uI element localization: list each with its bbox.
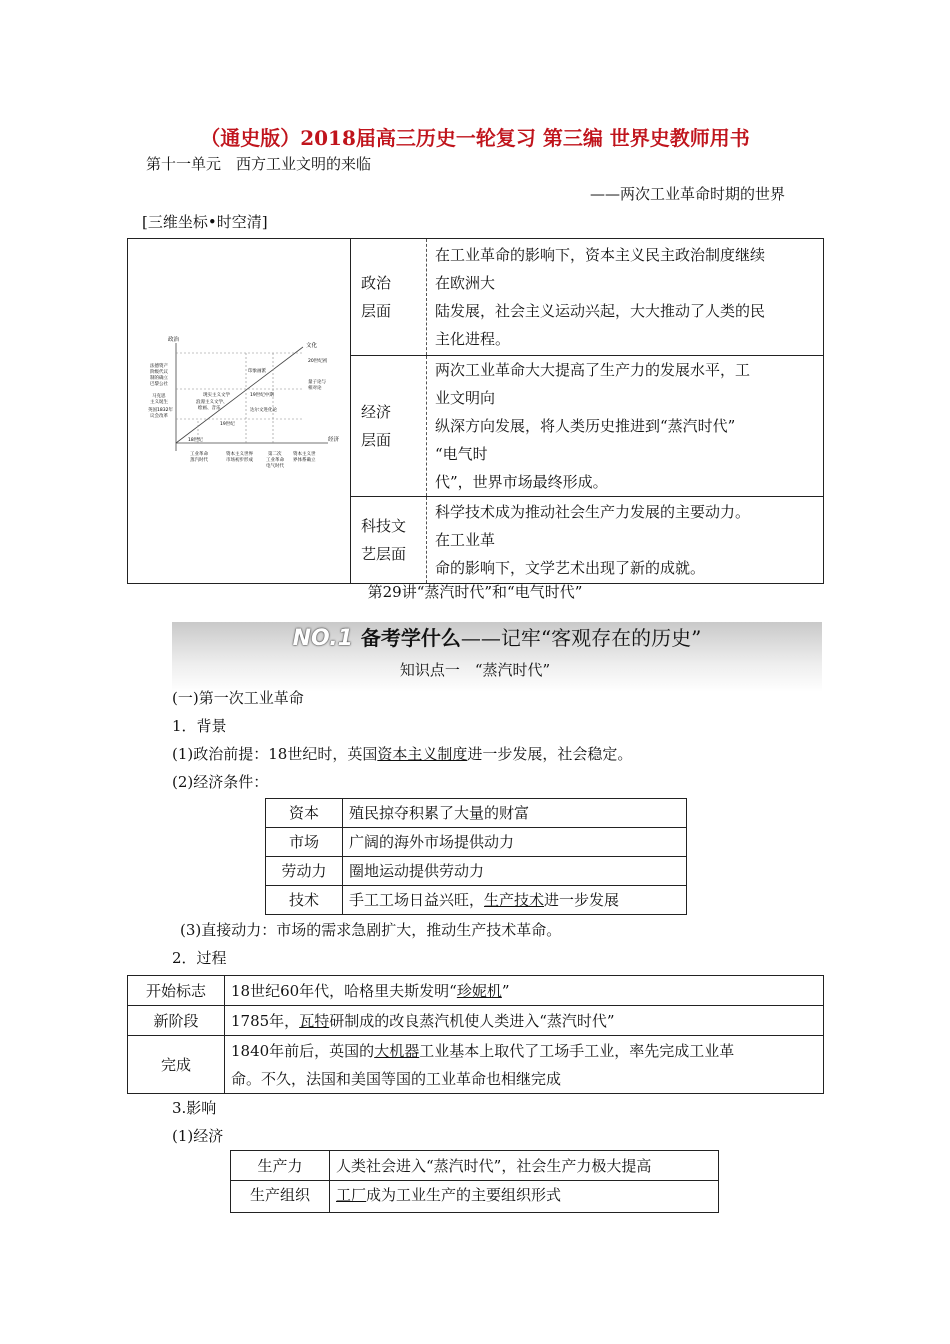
- underlined-term: 工厂: [336, 1186, 367, 1204]
- diagram-bottom-label: 界体系确立: [293, 458, 316, 463]
- diagram-y-axis: 政治: [168, 337, 180, 343]
- text-span: (1)政治前提：18世纪时，英国: [172, 745, 378, 763]
- text-line: 纵深方向发展，将人类历史推进到“蒸汽时代”: [435, 417, 736, 436]
- diagram-left-label: 马克思: [152, 394, 166, 399]
- condition-key: 资本: [266, 799, 343, 828]
- lecture-title: 第29讲“蒸汽时代”和“电气时代”: [367, 583, 583, 601]
- subsection-heading: 3.影响: [172, 1099, 217, 1117]
- diagram-inner-label: 19世纪: [220, 422, 235, 427]
- diagram-inner-label: 现实主义文学: [203, 393, 230, 398]
- diagram-bottom-labels: [190, 450, 316, 469]
- text-line: 两次工业革命大大提高了生产力的发展水平，工: [435, 361, 751, 380]
- banner-main: 备考学什么: [360, 626, 461, 650]
- process-key: 新阶段: [128, 1006, 225, 1036]
- overview-text-culture: [427, 497, 824, 584]
- impact-value: [330, 1181, 719, 1213]
- text-line: 命的影响下，文学艺术出现了新的成就。: [435, 559, 706, 578]
- banner-number: NO.1: [292, 626, 353, 651]
- underlined-term: 珍妮机: [456, 982, 502, 1000]
- diagram-left-label: 议会改革: [150, 414, 168, 419]
- overview-text-economy: [427, 355, 824, 497]
- condition-key: 劳动力: [266, 857, 343, 886]
- diagram-inner-labels: [188, 357, 328, 443]
- text-line: 在工业革: [435, 531, 496, 550]
- diagram-bottom-label: 工业革命: [266, 458, 284, 463]
- diagram-inner-label: 浪漫主义文学、: [196, 400, 228, 405]
- condition-value: 圈地运动提供劳动力: [343, 857, 687, 886]
- text-span: 工业基本上取代了工场手工业，率先完成工业革: [419, 1041, 735, 1060]
- document-title: （通史版）2018届高三历史一轮复习 第三编 世界史教师用书: [200, 126, 750, 150]
- banner-title: [172, 622, 822, 651]
- knowledge-point-title: 知识点一 “蒸汽时代”: [399, 661, 551, 679]
- label-line: 经济: [361, 403, 392, 422]
- diagram-inner-label: 印象画派: [248, 369, 266, 374]
- diagram-left-label: 巴黎公社: [150, 382, 168, 387]
- diagram-bottom-label: 资本主义世界: [226, 452, 253, 457]
- text-line: [231, 1037, 817, 1065]
- diagram-inner-label: 相对论: [308, 386, 322, 391]
- unit-title: 第十一单元 西方工业文明的来临: [146, 155, 372, 173]
- section-heading: (一)第一次工业革命: [172, 689, 304, 707]
- text-line: 主化进程。: [435, 329, 511, 348]
- process-value: [225, 1006, 824, 1036]
- condition-value: 广阔的海外市场提供动力: [343, 828, 687, 857]
- overview-label-culture: [351, 497, 427, 584]
- diagram-inner-label: 20世纪初: [308, 359, 328, 364]
- text-span: 进一步发展，社会稳定。: [467, 745, 633, 763]
- diagram-inner-label: 达尔文进化论: [250, 408, 277, 413]
- process-key: 完成: [128, 1036, 225, 1094]
- text-span: 18世纪60年代，哈格里夫斯发明“: [231, 982, 457, 1000]
- text-span: 人类社会进入“蒸汽时代”，社会生产力极大提高: [336, 1156, 652, 1175]
- diagram-bottom-label: 蒸汽时代: [190, 458, 208, 463]
- unit-subtitle: ——两次工业革命时期的世界: [590, 185, 786, 203]
- label-line: 艺层面: [361, 545, 407, 564]
- underlined-term: 生产技术: [484, 891, 545, 909]
- section-label: [三维坐标•时空清]: [142, 213, 268, 231]
- text-line: 在工业革命的影响下，资本主义民主政治制度继续: [435, 245, 766, 264]
- diagram-inner-label: 绘画、音乐: [198, 406, 221, 411]
- paragraph-economy: (2)经济条件：: [172, 773, 269, 791]
- diagram-bottom-label: 工业革命: [190, 452, 208, 457]
- text-span: 成为工业生产的主要组织形式: [366, 1186, 562, 1204]
- underlined-term: 资本主义制度: [377, 745, 468, 763]
- paragraph-politics: [172, 740, 632, 768]
- diagram-inner-label: 量子论与: [308, 380, 326, 385]
- impact-key: 生产力: [231, 1151, 330, 1181]
- underlined-term: 瓦特: [299, 1012, 330, 1030]
- label-line: 层面: [361, 301, 392, 320]
- overview-diagram-cell: [128, 239, 351, 584]
- conditions-table: [265, 798, 687, 915]
- overview-label-economy: [351, 355, 427, 497]
- subsection-heading: 2．过程: [172, 949, 227, 967]
- text-span: 研制成的改良蒸汽机使人类进入“蒸汽时代”: [329, 1012, 615, 1030]
- diagram-bottom-label: 资本主义世: [293, 452, 316, 457]
- text-line: 陆发展，社会主义运动兴起，大大推动了人类的民: [435, 301, 766, 320]
- text-line: 在欧洲大: [435, 273, 496, 292]
- label-line: 科技文: [361, 517, 407, 536]
- subsection-heading: 1．背景: [172, 717, 227, 735]
- process-key: 开始标志: [128, 976, 225, 1006]
- condition-value: 殖民掠夺积累了大量的财富: [343, 799, 687, 828]
- condition-value: [343, 886, 687, 915]
- diagram-left-label: 法德资产: [150, 364, 168, 369]
- diagram-x-axis: 经济: [328, 437, 340, 443]
- diagram-left-labels: [148, 362, 173, 419]
- subsection-heading: (1)经济: [172, 1127, 224, 1145]
- impact-key: 生产组织: [231, 1181, 330, 1213]
- process-value: [225, 1036, 824, 1094]
- diagram-bottom-label: 第二次: [268, 452, 282, 457]
- text-line: 代”，世界市场最终形成。: [435, 473, 608, 492]
- condition-key: 技术: [266, 886, 343, 915]
- diagram-left-label: 英国1832年: [148, 408, 173, 413]
- diagram-bottom-label: 电气时代: [266, 464, 284, 469]
- label-line: 层面: [361, 431, 392, 450]
- diagram-inner-label: 18世纪: [188, 438, 203, 443]
- diagram-culture-axis: 文化: [306, 343, 318, 349]
- overview-text-politics: [427, 239, 824, 356]
- overview-diagram: [128, 239, 350, 579]
- diagram-bottom-label: 市场初步形成: [226, 458, 253, 463]
- diagram-left-label: 阶级代议: [150, 370, 168, 375]
- label-line: 政治: [361, 273, 392, 292]
- text-line: 命。不久，法国和美国等国的工业革命也相继完成: [231, 1069, 562, 1088]
- underlined-term: 大机器: [374, 1041, 420, 1060]
- text-span: 1840年前后，英国的: [231, 1041, 375, 1060]
- diagram-left-label: 主义诞生: [150, 400, 168, 405]
- banner-sub: ——记牢“客观存在的历史”: [460, 626, 702, 650]
- text-span: ”: [501, 982, 510, 1000]
- diagram-inner-label: 19世纪中期: [250, 393, 274, 398]
- text-line: 业文明向: [435, 389, 496, 408]
- text-line: “电气时: [435, 445, 488, 464]
- paragraph-driver: (3)直接动力：市场的需求急剧扩大，推动生产技术革命。: [180, 921, 562, 939]
- process-table: [127, 975, 824, 1094]
- diagram-left-label: 制的确立: [150, 376, 168, 381]
- overview-table: [127, 238, 824, 584]
- text-line: 科学技术成为推动社会生产力发展的主要动力。: [435, 503, 751, 522]
- text-span: 手工工场日益兴旺，: [349, 891, 485, 909]
- text-span: 进一步发展: [544, 891, 620, 909]
- process-value: [225, 976, 824, 1006]
- impact-table: [230, 1150, 719, 1213]
- overview-label-politics: [351, 239, 427, 356]
- impact-value: [330, 1151, 719, 1181]
- condition-key: 市场: [266, 828, 343, 857]
- text-span: 1785年，: [231, 1012, 300, 1030]
